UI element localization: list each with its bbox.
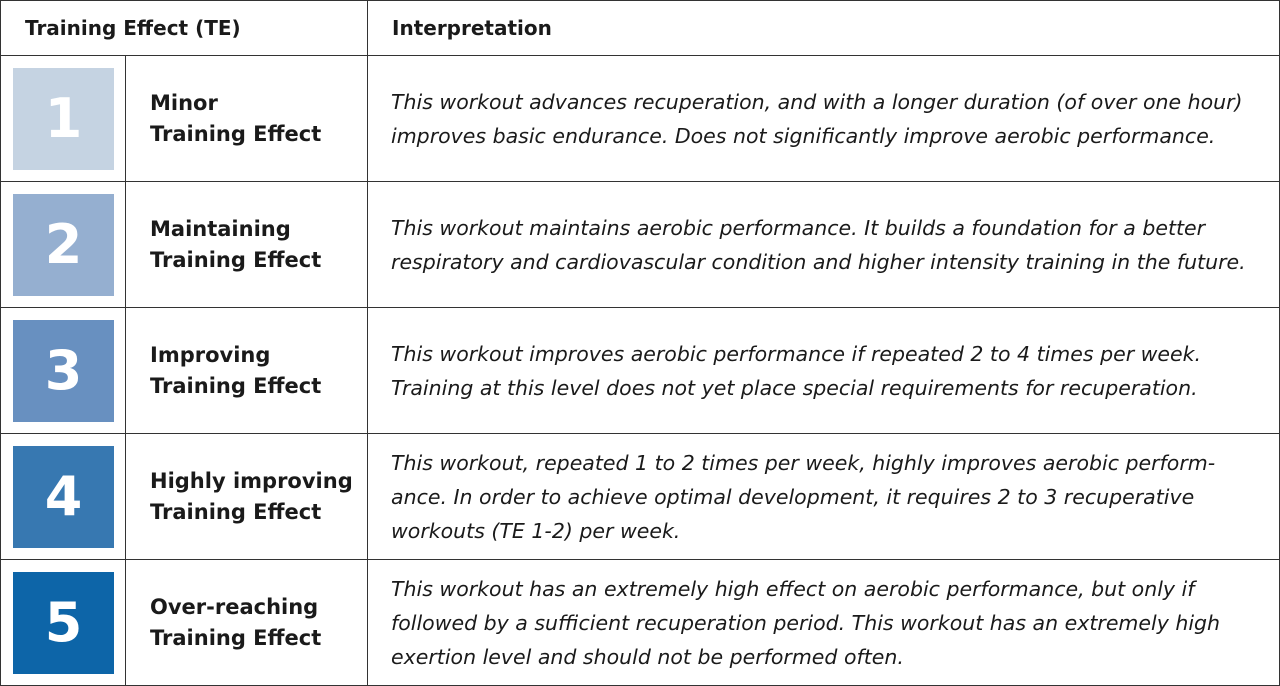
effect-label-line2: Training Effect (150, 499, 322, 524)
level-cell (1, 434, 126, 560)
effect-label (126, 560, 368, 686)
interpretation-text: This workout maintains aerobic performance. It builds a foundation for a better respiratory and cardiovascular condition and higher intensity training in the future. (368, 182, 1280, 308)
effect-label-line2: Training Effect (150, 625, 322, 650)
effect-label-line2: Training Effect (150, 373, 322, 398)
header-interpretation: Interpretation (368, 1, 1280, 56)
effect-label (126, 56, 368, 182)
effect-label (126, 308, 368, 434)
table-row (1, 560, 1280, 686)
table-row (1, 434, 1280, 560)
header-training-effect: Training Effect (TE) (1, 1, 368, 56)
effect-label-line1: Over-reaching (150, 594, 319, 619)
interpretation-text: This workout improves aerobic performance if repeated 2 to 4 times per week. Training at this level does not yet place special requirements for recuperation. (368, 308, 1280, 434)
effect-label-line1: Improving (150, 342, 271, 367)
effect-label-line2: Training Effect (150, 121, 322, 146)
level-cell (1, 560, 126, 686)
level-badge: 5 (13, 572, 114, 674)
effect-label-line1: Highly improving (150, 468, 353, 493)
interpretation-text: This workout, repeated 1 to 2 times per week, highly improves aerobic perform-ance. In order to achieve optimal development, it requires 2 to 3 recuperative workouts (TE 1-2) per week. (368, 434, 1280, 560)
interpretation-text: This workout has an extremely high effect on aerobic performance, but only if followed by a sufficient recuperation period. This workout has an extremely high exertion level and should not be performed often. (368, 560, 1280, 686)
table-row (1, 182, 1280, 308)
effect-label-line1: Minor (150, 90, 218, 115)
level-badge: 2 (13, 194, 114, 296)
table-header-row (1, 1, 1280, 56)
table-row (1, 56, 1280, 182)
effect-label-line1: Maintaining (150, 216, 291, 241)
interpretation-text: This workout advances recuperation, and with a longer duration (of over one hour) improves basic endurance. Does not significantly improve aerobic performance. (368, 56, 1280, 182)
level-badge: 3 (13, 320, 114, 422)
effect-label (126, 434, 368, 560)
level-cell (1, 308, 126, 434)
level-badge: 1 (13, 68, 114, 170)
level-badge: 4 (13, 446, 114, 548)
effect-label (126, 182, 368, 308)
effect-label-line2: Training Effect (150, 247, 322, 272)
level-cell (1, 56, 126, 182)
table-row (1, 308, 1280, 434)
level-cell (1, 182, 126, 308)
